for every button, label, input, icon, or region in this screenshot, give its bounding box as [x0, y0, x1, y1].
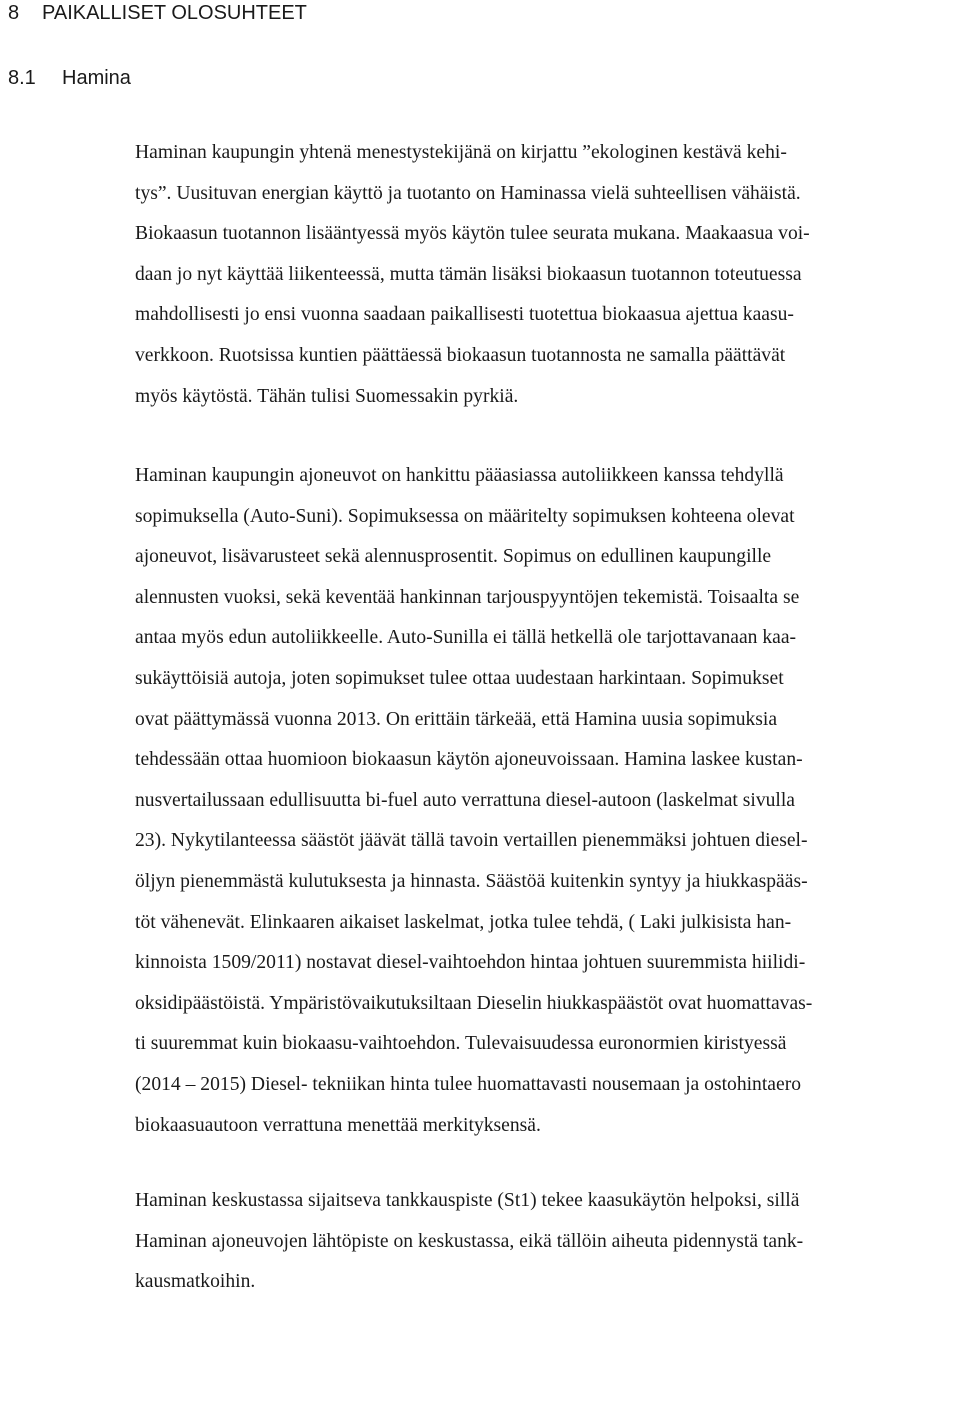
text-line: kinnoista 1509/2011) nostavat diesel-vaihtoehdon hintaa johtuen suuremmista hiilidi- [135, 952, 806, 974]
text-line: Haminan ajoneuvojen lähtöpiste on keskustassa, eikä tällöin aiheuta pidennystä tank- [135, 1230, 804, 1252]
text-line: öljyn pienemmästä kulutuksesta ja hinnasta. Säästöä kuitenkin syntyy ja hiukkaspääs- [135, 870, 808, 892]
text-line: (2014 – 2015) Diesel- tekniikan hinta tulee huomattavasti nousemaan ja ostohintaero [135, 1073, 802, 1095]
subsection-number: 8.1 [8, 67, 36, 89]
text-line: tehdessään ottaa huomioon biokaasun käytön ajoneuvoissaan. Hamina laskee kustan- [135, 749, 803, 771]
text-line: sopimuksella (Auto-Suni). Sopimuksessa on määritelty sopimuksen kohteena olevat [135, 505, 795, 527]
text-line: oksidipäästöistä. Ympäristövaikutuksiltaan Dieselin hiukkaspäästöt ovat huomattavas- [135, 992, 813, 1014]
text-line: ti suuremmat kuin biokaasu-vaihtoehdon. Tulevaisuudessa euronormien kiristyessä [135, 1033, 787, 1055]
text-line: alennusten vuoksi, sekä keventää hankinnan tarjouspyyntöjen tekemistä. Toisaalta se [135, 586, 800, 608]
subsection-title: Hamina [62, 67, 131, 89]
text-line: sukäyttöisiä autoja, joten sopimukset tulee ottaa uudestaan harkintaan. Sopimukset [135, 667, 784, 689]
text-line: myös käytöstä. Tähän tulisi Suomessakin pyrkiä. [135, 385, 519, 407]
paragraph-2 [135, 456, 955, 1146]
text-line: mahdollisesti jo ensi vuonna saadaan paikallisesti tuotettua biokaasua ajettua kaasu- [135, 304, 794, 326]
text-line: nusvertailussaan edullisuutta bi-fuel auto verrattuna diesel-autoon (laskelmat sivulla [135, 789, 796, 811]
text-line: Haminan keskustassa sijaitseva tankkauspiste (St1) tekee kaasukäytön helpoksi, sillä [135, 1190, 800, 1211]
subsection-heading [8, 66, 131, 90]
section-heading [8, 1, 307, 25]
text-line: daan jo nyt käyttää liikenteessä, mutta tämän lisäksi biokaasun tuotannon toteutuessa [135, 263, 802, 285]
text-line: ovat päättymässä vuonna 2013. On erittäin tärkeää, että Hamina uusia sopimuksia [135, 708, 778, 730]
paragraph-1 [135, 133, 955, 417]
text-line: Haminan kaupungin yhtenä menestystekijänä on kirjattu ”ekologinen kestävä kehi- [135, 142, 787, 163]
text-line: 23). Nykytilanteessa säästöt jäävät tällä tavoin vertaillen pienemmäksi johtuen diesel- [135, 830, 808, 852]
section-number: 8 [8, 2, 20, 24]
section-title: PAIKALLISET OLOSUHTEET [42, 2, 307, 24]
text-line: biokaasuautoon verrattuna menettää merkityksensä. [135, 1114, 541, 1136]
text-line: antaa myös edun autoliikkeelle. Auto-Sunilla ei tällä hetkellä ole tarjottavanaan kaa- [135, 627, 797, 649]
text-line: Biokaasun tuotannon lisääntyessä myös käytön tulee seurata mukana. Maakaasua voi- [135, 223, 810, 245]
text-line: töt vähenevät. Elinkaaren aikaiset laskelmat, jotka tulee tehdä, ( Laki julkisista han- [135, 911, 792, 933]
text-line: kausmatkoihin. [135, 1271, 256, 1293]
text-line: ajoneuvot, lisävarusteet sekä alennusprosentit. Sopimus on edullinen kaupungille [135, 546, 772, 568]
text-line: verkkoon. Ruotsissa kuntien päättäessä biokaasun tuotannosta ne samalla päättävät [135, 344, 786, 366]
text-line: Haminan kaupungin ajoneuvot on hankittu pääasiassa autoliikkeen kanssa tehdyllä [135, 465, 784, 486]
text-line: tys”. Uusituvan energian käyttö ja tuotanto on Haminassa vielä suhteellisen vähäistä. [135, 182, 801, 204]
paragraph-3 [135, 1181, 955, 1303]
